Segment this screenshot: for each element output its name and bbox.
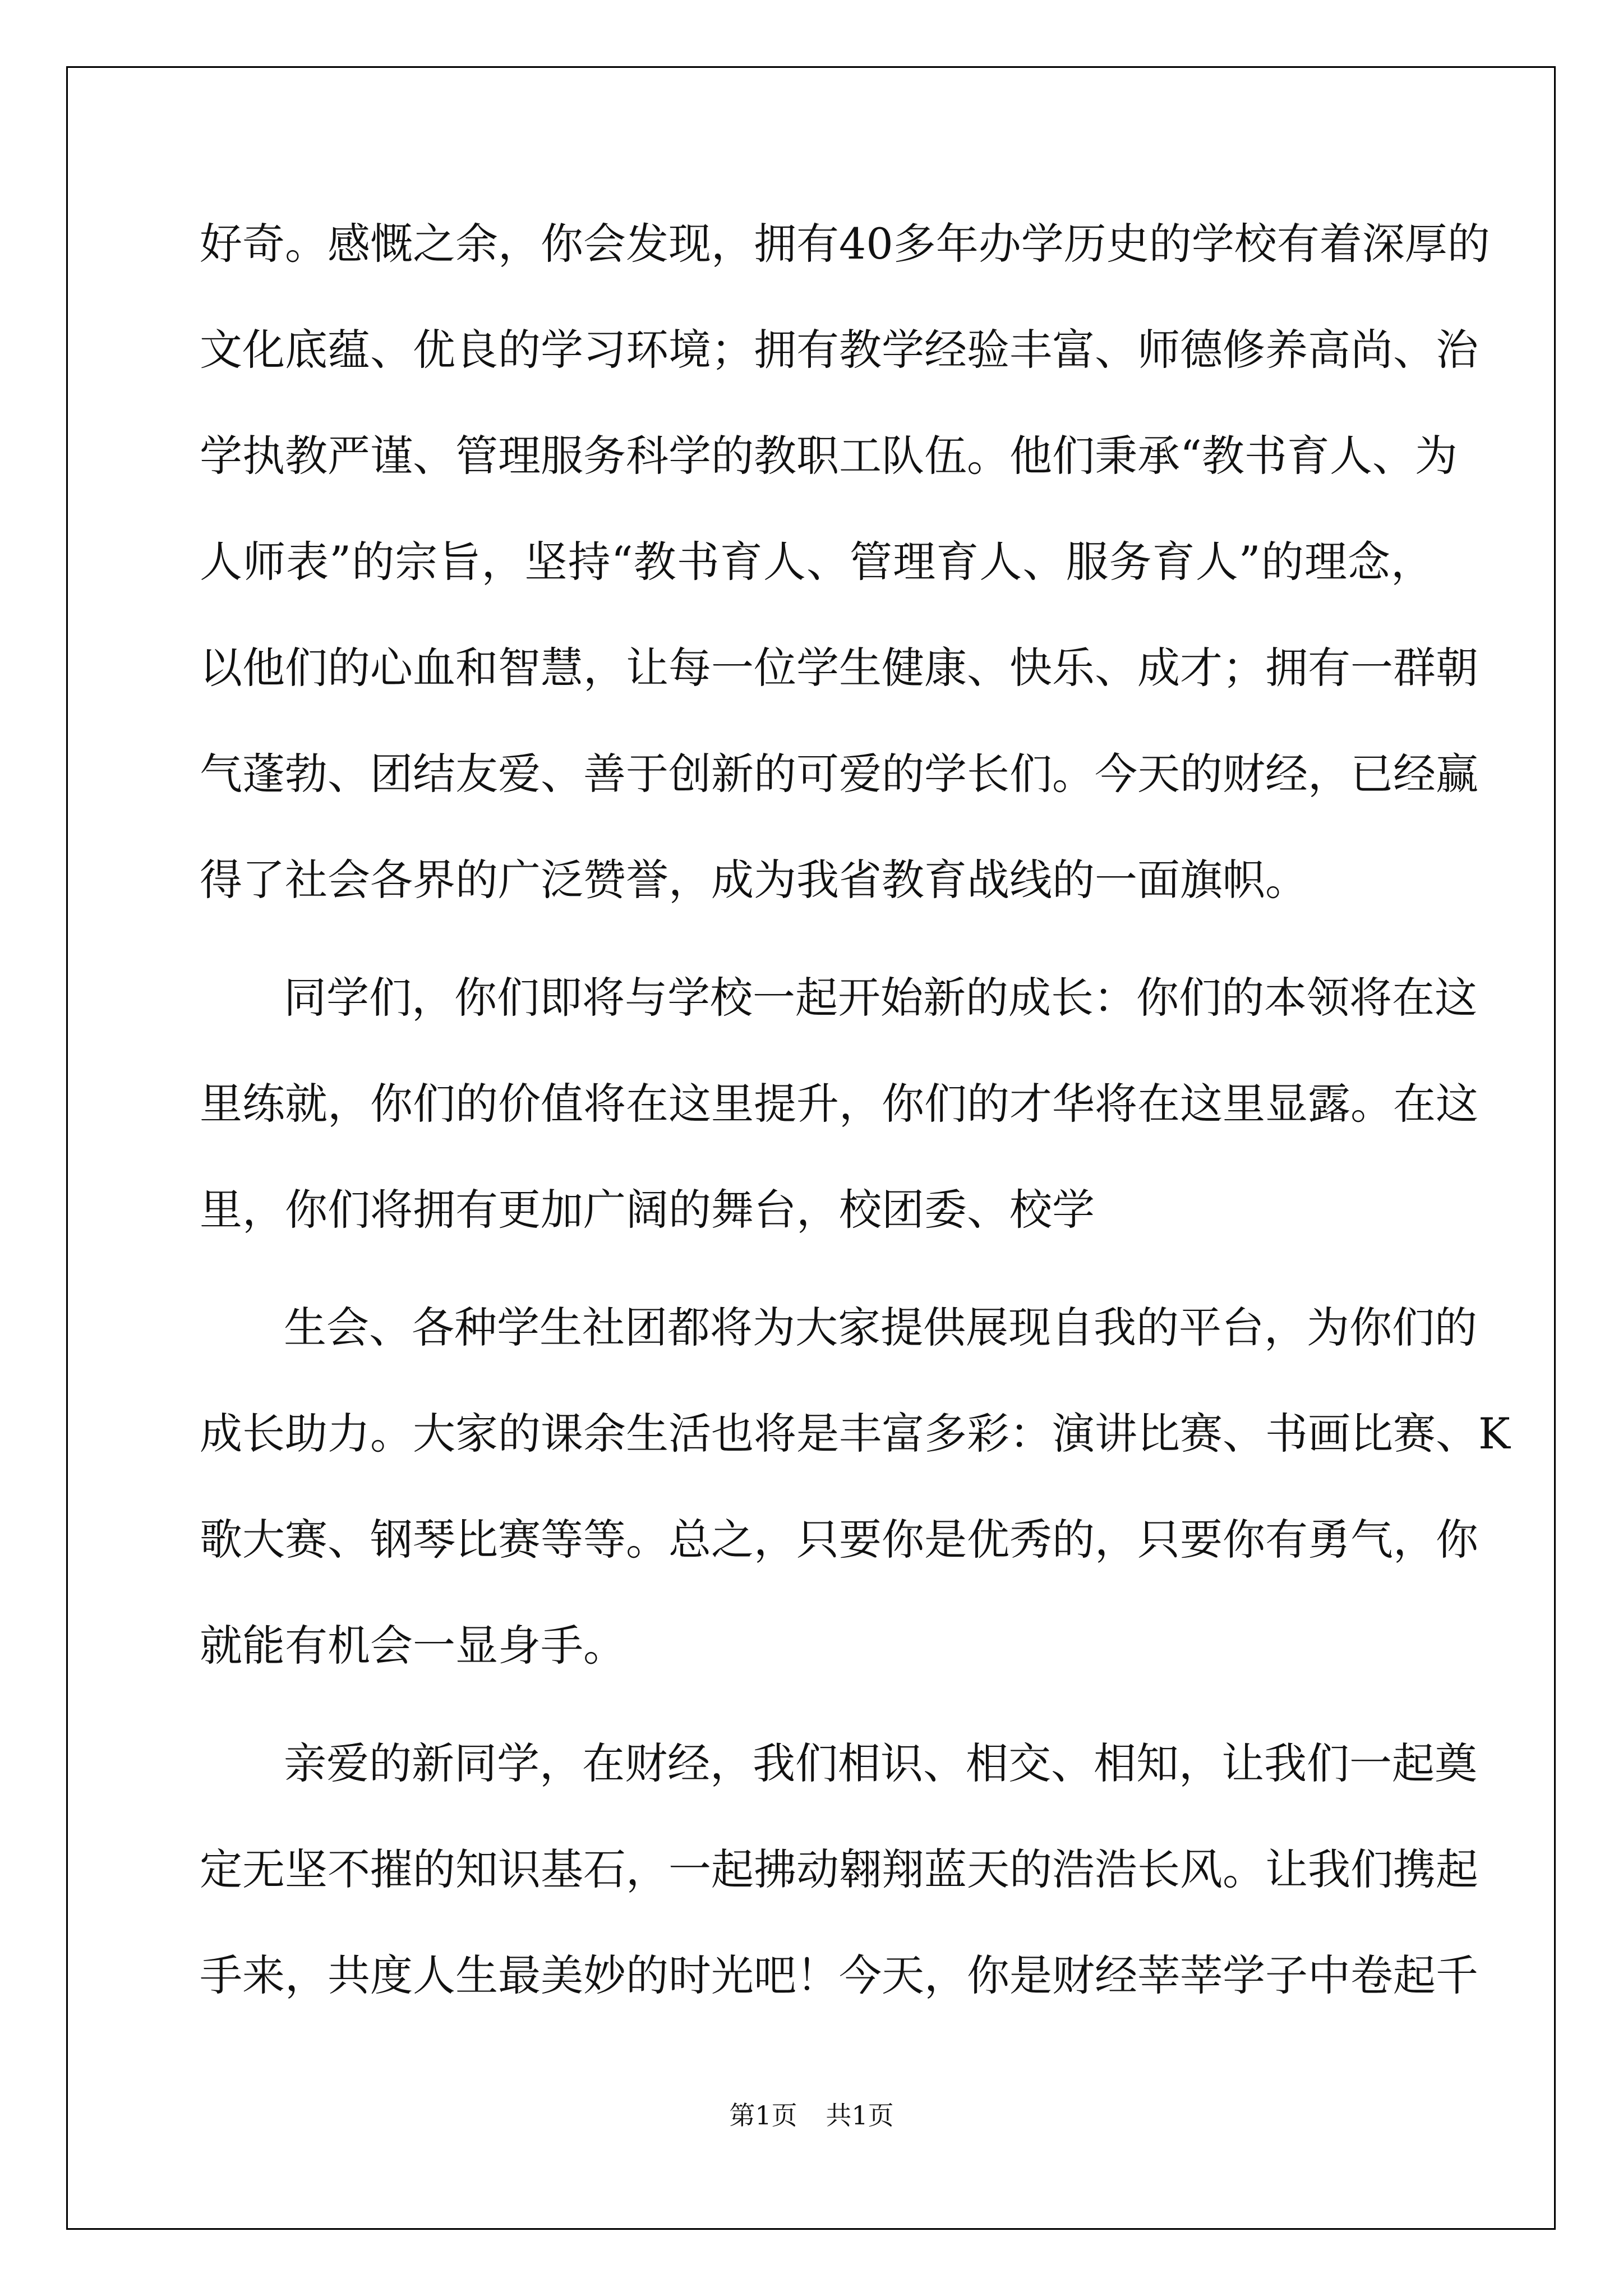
body-text-line: 里，你们将拥有更加广阔的舞台，校团委、校学 [200,1185,1095,1235]
body-text-line: 文化底蕴、优良的学习环境；拥有教学经验丰富、师德修养高尚、治 [200,325,1478,375]
body-text-line: 人师表”的宗旨，坚持“教书育人、管理育人、服务育人”的理念， [200,537,1433,587]
body-text-line: 得了社会各界的广泛赞誉，成为我省教育战线的一面旗帜。 [200,855,1308,905]
page-footer [0,2095,1623,2132]
page-number: 第1页 [729,2100,797,2131]
body-text-line: 气蓬勃、团结友爱、善于创新的可爱的学长们。今天的财经，已经赢 [200,749,1478,799]
body-text-line: 定无坚不摧的知识基石，一起拂动翱翔蓝天的浩浩长风。让我们携起 [200,1844,1478,1894]
body-text-line: 里练就，你们的价值将在这里提升，你们的才华将在这里显露。在这 [200,1079,1478,1129]
page-total: 共1页 [826,2100,894,2131]
body-text-line: 手来，共度人生最美妙的时光吧！今天，你是财经莘莘学子中卷起千 [200,1950,1478,2000]
body-text-line: 成长助力。大家的课余生活也将是丰富多彩：演讲比赛、书画比赛、K [200,1409,1510,1458]
paragraph-first-line: 生会、各种学生社团都将为大家提供展现自我的平台，为你们的 [284,1303,1477,1352]
body-text-line: 就能有机会一显身手。 [200,1621,626,1671]
page-border [66,66,1556,2230]
body-text-line: 歌大赛、钢琴比赛等等。总之，只要你是优秀的，只要你有勇气，你 [200,1515,1478,1565]
paragraph-first-line: 亲爱的新同学，在财经，我们相识、相交、相知，让我们一起奠 [284,1738,1477,1788]
body-text-line: 学执教严谨、管理服务科学的教职工队伍。他们秉承“教书育人、为 [200,431,1458,481]
body-text-line: 好奇。感慨之余，你会发现，拥有40多年办学历史的学校有着深厚的 [200,219,1490,269]
paragraph-first-line: 同学们，你们即将与学校一起开始新的成长：你们的本领将在这 [284,973,1477,1023]
body-text-line: 以他们的心血和智慧，让每一位学生健康、快乐、成才；拥有一群朝 [200,643,1478,693]
